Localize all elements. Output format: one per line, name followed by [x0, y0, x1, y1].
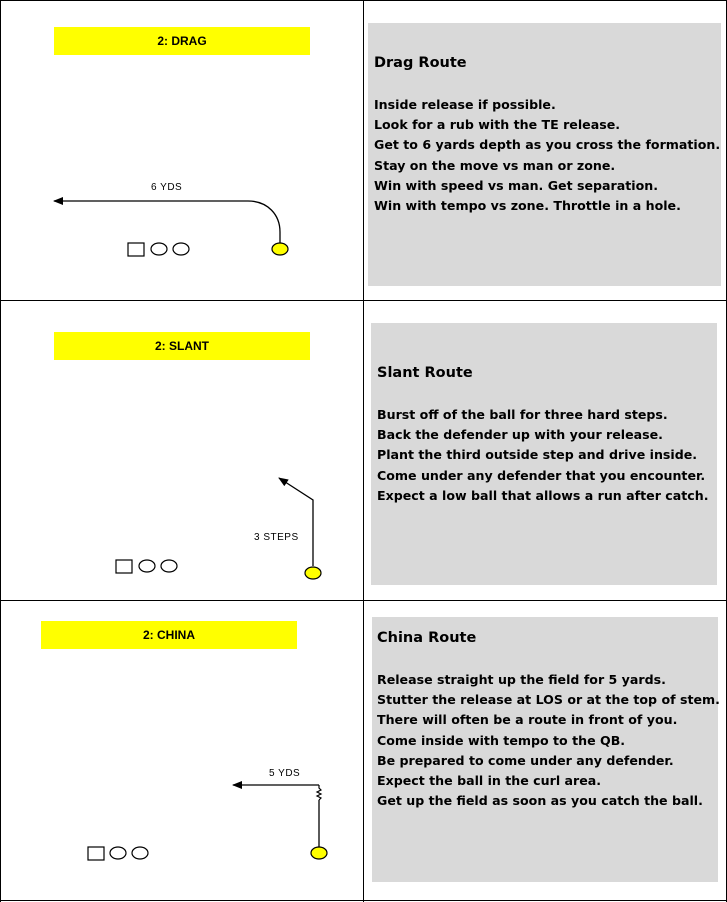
route-title-drag: Drag Route	[374, 55, 467, 71]
distance-label-china: 5 YDS	[269, 768, 301, 779]
coaching-point: Inside release if possible.	[374, 97, 556, 112]
receiver-circle-icon	[311, 847, 327, 859]
route-title-china: China Route	[377, 630, 477, 646]
coaching-point: Come inside with tempo to the QB.	[377, 732, 626, 748]
coaching-point: Win with tempo vs zone. Throttle in a hole.	[374, 197, 681, 213]
center-square-icon	[128, 243, 144, 256]
lineman-oval-icon	[151, 243, 167, 255]
route-label-china: 2: CHINA	[41, 621, 297, 649]
coaching-point: Burst off of the ball for three hard steps.	[377, 407, 668, 422]
china-route-stutter	[317, 785, 321, 800]
lineman-oval-icon	[110, 847, 126, 859]
distance-label-slant: 3 STEPS	[254, 532, 299, 543]
drag-route-path	[54, 201, 280, 243]
coaching-point: Win with speed vs man. Get separation.	[374, 177, 658, 193]
coaching-point: Look for a rub with the TE release.	[374, 117, 621, 133]
coaching-point: Expect the ball in the curl area.	[377, 772, 602, 788]
coaching-point: Plant the third outside step and drive inside.	[377, 447, 698, 463]
route-label-drag: 2: DRAG	[54, 27, 310, 55]
receiver-circle-icon	[305, 567, 321, 579]
coaching-point: Stay on the move vs man or zone.	[374, 157, 616, 173]
slant-route-path	[279, 478, 313, 566]
distance-label-drag: 6 YDS	[151, 182, 183, 193]
coaching-point: Back the defender up with your release.	[377, 427, 663, 443]
lineman-oval-icon	[173, 243, 189, 255]
lineman-oval-icon	[139, 560, 155, 572]
coaching-point: Get to 6 yards depth as you cross the formation.	[374, 137, 721, 153]
coaching-point: Be prepared to come under any defender.	[377, 752, 674, 768]
lineman-oval-icon	[161, 560, 177, 572]
coaching-point: Come under any defender that you encounter.	[377, 467, 706, 483]
coaching-point: Expect a low ball that allows a run after catch.	[377, 487, 709, 503]
coaching-point: Get up the field as soon as you catch the ball.	[377, 793, 703, 809]
lineman-oval-icon	[132, 847, 148, 859]
center-square-icon	[88, 847, 104, 860]
receiver-circle-icon	[272, 243, 288, 255]
route-title-slant: Slant Route	[377, 365, 473, 381]
route-label-slant: 2: SLANT	[54, 332, 310, 360]
coaching-point: Stutter the release at LOS or at the top of stem.	[377, 692, 720, 708]
coaching-point: There will often be a route in front of you.	[377, 712, 678, 728]
coaching-point: Release straight up the field for 5 yards.	[377, 672, 666, 687]
center-square-icon	[116, 560, 132, 573]
